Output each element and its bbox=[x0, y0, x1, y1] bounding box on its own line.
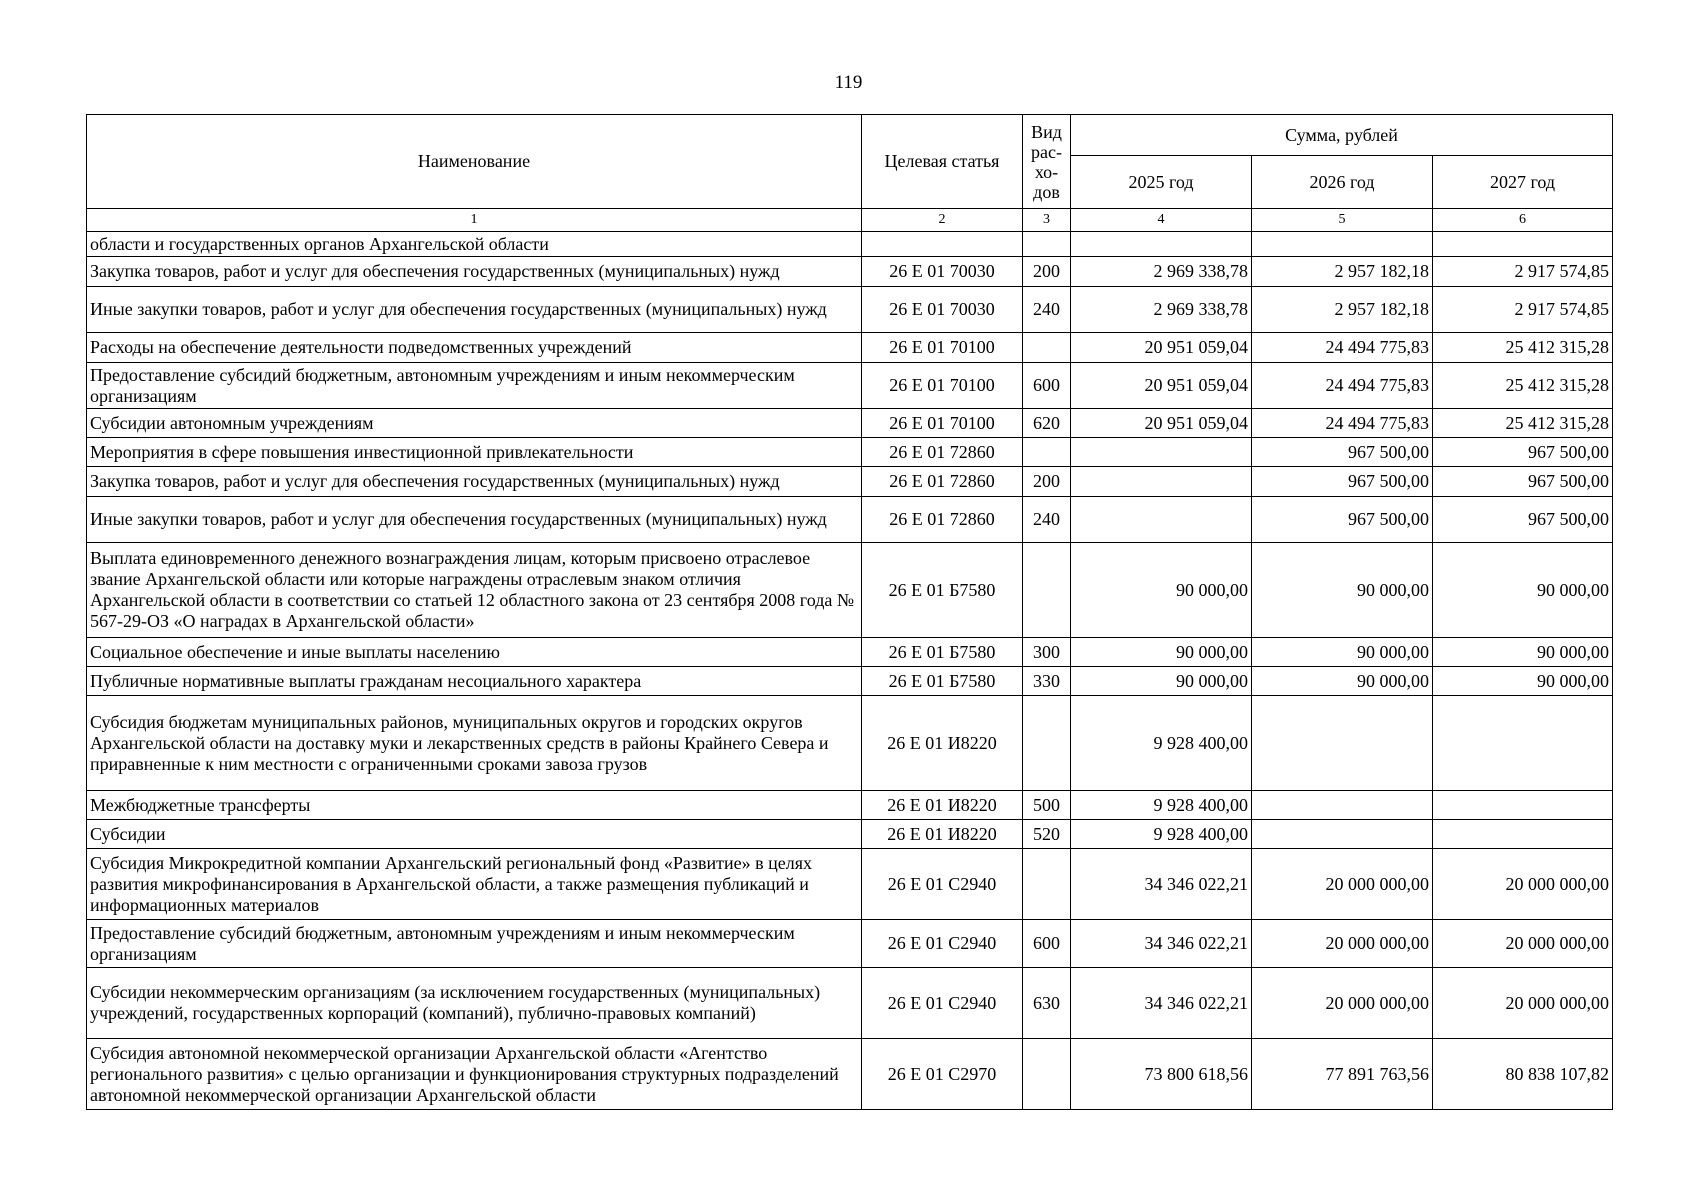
row-expense-kind: 200 bbox=[1023, 257, 1071, 287]
row-name: Закупка товаров, работ и услуг для обеспечения государственных (муниципальных) нужд bbox=[87, 467, 862, 497]
row-amount-2025: 9 928 400,00 bbox=[1071, 696, 1252, 791]
row-amount-2027 bbox=[1433, 696, 1613, 791]
row-amount-2026: 90 000,00 bbox=[1252, 638, 1433, 667]
row-amount-2027: 90 000,00 bbox=[1433, 638, 1613, 667]
row-amount-2026 bbox=[1252, 791, 1433, 820]
table-row bbox=[87, 287, 1613, 333]
row-expense-kind bbox=[1023, 438, 1071, 467]
row-amount-2026: 20 000 000,00 bbox=[1252, 849, 1433, 920]
header-name: Наименование bbox=[87, 115, 862, 209]
row-amount-2027: 20 000 000,00 bbox=[1433, 968, 1613, 1039]
row-amount-2025 bbox=[1071, 438, 1252, 467]
row-amount-2025: 34 346 022,21 bbox=[1071, 920, 1252, 968]
row-amount-2026: 24 494 775,83 bbox=[1252, 333, 1433, 363]
row-amount-2027: 80 838 107,82 bbox=[1433, 1039, 1613, 1110]
row-target-article: 26 Е 01 70030 bbox=[862, 257, 1023, 287]
page-number: 119 bbox=[834, 72, 863, 93]
row-amount-2026: 967 500,00 bbox=[1252, 438, 1433, 467]
row-amount-2025: 90 000,00 bbox=[1071, 667, 1252, 696]
row-expense-kind: 520 bbox=[1023, 820, 1071, 849]
row-amount-2026: 20 000 000,00 bbox=[1252, 920, 1433, 968]
column-number: 5 bbox=[1252, 209, 1433, 232]
table-row bbox=[87, 696, 1613, 791]
row-amount-2025: 34 346 022,21 bbox=[1071, 968, 1252, 1039]
row-target-article: 26 Е 01 70100 bbox=[862, 333, 1023, 363]
row-amount-2027 bbox=[1433, 820, 1613, 849]
row-expense-kind bbox=[1023, 849, 1071, 920]
row-name: Субсидии некоммерческим организациям (за исключением государственных (муниципальных) учреждений, государственных корпораций (компаний), публично-правовых компаний) bbox=[87, 968, 862, 1039]
row-expense-kind bbox=[1023, 696, 1071, 791]
table-row bbox=[87, 409, 1613, 438]
header-year-2026: 2026 год bbox=[1252, 156, 1433, 209]
row-target-article: 26 Е 01 72860 bbox=[862, 438, 1023, 467]
row-amount-2026: 90 000,00 bbox=[1252, 543, 1433, 638]
table-row bbox=[87, 257, 1613, 287]
row-name: Субсидия бюджетам муниципальных районов, муниципальных округов и городских округов Архангельской области на доставку муки и лекарственных средств в районы Крайнего Севера и приравненные к ним местности с ограниченными сроками завоза грузов bbox=[87, 696, 862, 791]
row-expense-kind bbox=[1023, 543, 1071, 638]
table-row bbox=[87, 968, 1613, 1039]
row-name: Мероприятия в сфере повышения инвестиционной привлекательности bbox=[87, 438, 862, 467]
column-number: 4 bbox=[1071, 209, 1252, 232]
row-amount-2027: 20 000 000,00 bbox=[1433, 849, 1613, 920]
column-number: 6 bbox=[1433, 209, 1613, 232]
row-target-article: 26 Е 01 70030 bbox=[862, 287, 1023, 333]
row-name: Закупка товаров, работ и услуг для обеспечения государственных (муниципальных) нужд bbox=[87, 257, 862, 287]
column-number: 1 bbox=[87, 209, 862, 232]
row-target-article: 26 Е 01 70100 bbox=[862, 363, 1023, 409]
row-amount-2025: 34 346 022,21 bbox=[1071, 849, 1252, 920]
row-amount-2025: 20 951 059,04 bbox=[1071, 333, 1252, 363]
row-expense-kind: 330 bbox=[1023, 667, 1071, 696]
row-name: Предоставление субсидий бюджетным, автономным учреждениям и иным некоммерческим организациям bbox=[87, 363, 862, 409]
row-expense-kind: 240 bbox=[1023, 287, 1071, 333]
row-expense-kind: 620 bbox=[1023, 409, 1071, 438]
header-target-article: Целевая статья bbox=[862, 115, 1023, 209]
table-row bbox=[87, 920, 1613, 968]
row-name: Субсидии bbox=[87, 820, 862, 849]
header-amount: Сумма, рублей bbox=[1071, 115, 1613, 156]
row-amount-2027: 25 412 315,28 bbox=[1433, 363, 1613, 409]
row-name: Выплата единовременного денежного вознаграждения лицам, которым присвоено отраслевое звание Архангельской области или которые награждены отраслевым знаком отличия Архангельской области в соответствии со статьей 12 областного закона от 23 сентября 2008 года № 567-29-ОЗ «О наградах в Архангельской области» bbox=[87, 543, 862, 638]
budget-table bbox=[86, 114, 1613, 1110]
row-target-article: 26 Е 01 И8220 bbox=[862, 791, 1023, 820]
row-expense-kind: 200 bbox=[1023, 467, 1071, 497]
row-amount-2025: 90 000,00 bbox=[1071, 638, 1252, 667]
table-row bbox=[87, 667, 1613, 696]
header-year-2025: 2025 год bbox=[1071, 156, 1252, 209]
row-name: Предоставление субсидий бюджетным, автономным учреждениям и иным некоммерческим организациям bbox=[87, 920, 862, 968]
row-amount-2026: 2 957 182,18 bbox=[1252, 287, 1433, 333]
row-amount-2025 bbox=[1071, 467, 1252, 497]
row-amount-2026: 967 500,00 bbox=[1252, 467, 1433, 497]
header-row bbox=[87, 115, 1613, 156]
row-target-article: 26 Е 01 72860 bbox=[862, 497, 1023, 543]
row-expense-kind: 600 bbox=[1023, 363, 1071, 409]
row-expense-kind bbox=[1023, 232, 1071, 257]
row-target-article: 26 Е 01 72860 bbox=[862, 467, 1023, 497]
row-amount-2026 bbox=[1252, 696, 1433, 791]
column-number: 2 bbox=[862, 209, 1023, 232]
row-amount-2025: 90 000,00 bbox=[1071, 543, 1252, 638]
row-expense-kind: 630 bbox=[1023, 968, 1071, 1039]
row-name: Межбюджетные трансферты bbox=[87, 791, 862, 820]
row-amount-2025: 2 969 338,78 bbox=[1071, 287, 1252, 333]
row-name: Субсидии автономным учреждениям bbox=[87, 409, 862, 438]
row-name: Иные закупки товаров, работ и услуг для обеспечения государственных (муниципальных) нужд bbox=[87, 287, 862, 333]
row-amount-2025 bbox=[1071, 232, 1252, 257]
row-amount-2026 bbox=[1252, 820, 1433, 849]
row-amount-2027: 967 500,00 bbox=[1433, 467, 1613, 497]
row-amount-2025: 20 951 059,04 bbox=[1071, 363, 1252, 409]
row-name: области и государственных органов Архангельской области bbox=[87, 232, 862, 257]
row-amount-2025 bbox=[1071, 497, 1252, 543]
row-amount-2026: 90 000,00 bbox=[1252, 667, 1433, 696]
row-expense-kind: 500 bbox=[1023, 791, 1071, 820]
row-amount-2027: 25 412 315,28 bbox=[1433, 333, 1613, 363]
row-amount-2026: 2 957 182,18 bbox=[1252, 257, 1433, 287]
row-amount-2026 bbox=[1252, 232, 1433, 257]
table-row bbox=[87, 497, 1613, 543]
row-amount-2026: 77 891 763,56 bbox=[1252, 1039, 1433, 1110]
table-row bbox=[87, 638, 1613, 667]
row-amount-2027: 25 412 315,28 bbox=[1433, 409, 1613, 438]
table-row bbox=[87, 820, 1613, 849]
row-amount-2025: 9 928 400,00 bbox=[1071, 820, 1252, 849]
row-target-article: 26 Е 01 С2940 bbox=[862, 968, 1023, 1039]
row-expense-kind: 600 bbox=[1023, 920, 1071, 968]
column-numbers-row bbox=[87, 209, 1613, 232]
row-target-article: 26 Е 01 С2940 bbox=[862, 920, 1023, 968]
row-amount-2027: 967 500,00 bbox=[1433, 438, 1613, 467]
header-year-2027: 2027 год bbox=[1433, 156, 1613, 209]
table-row bbox=[87, 232, 1613, 257]
row-target-article: 26 Е 01 И8220 bbox=[862, 820, 1023, 849]
table-row bbox=[87, 543, 1613, 638]
row-amount-2027 bbox=[1433, 791, 1613, 820]
row-amount-2025: 2 969 338,78 bbox=[1071, 257, 1252, 287]
row-amount-2027 bbox=[1433, 232, 1613, 257]
row-name: Публичные нормативные выплаты гражданам несоциального характера bbox=[87, 667, 862, 696]
row-target-article: 26 Е 01 С2970 bbox=[862, 1039, 1023, 1110]
table-row bbox=[87, 467, 1613, 497]
table-row bbox=[87, 333, 1613, 363]
row-name: Социальное обеспечение и иные выплаты населению bbox=[87, 638, 862, 667]
row-amount-2027: 90 000,00 bbox=[1433, 543, 1613, 638]
row-amount-2025: 9 928 400,00 bbox=[1071, 791, 1252, 820]
row-name: Расходы на обеспечение деятельности подведомственных учреждений bbox=[87, 333, 862, 363]
row-name: Субсидия автономной некоммерческой организации Архангельской области «Агентство регионального развития» с целью организации и функционирования структурных подразделений автономной некоммерческой организации Архангельской области bbox=[87, 1039, 862, 1110]
row-amount-2025: 20 951 059,04 bbox=[1071, 409, 1252, 438]
row-expense-kind bbox=[1023, 333, 1071, 363]
row-name: Субсидия Микрокредитной компании Архангельский региональный фонд «Развитие» в целях развития микрофинансирования в Архангельской области, а также размещения публикаций и информационных материалов bbox=[87, 849, 862, 920]
table-body bbox=[87, 232, 1613, 1110]
row-amount-2027: 2 917 574,85 bbox=[1433, 257, 1613, 287]
row-amount-2027: 967 500,00 bbox=[1433, 497, 1613, 543]
row-amount-2026: 24 494 775,83 bbox=[1252, 363, 1433, 409]
header-expense-kind: Вид рас-хо-дов bbox=[1023, 115, 1071, 209]
row-amount-2026: 24 494 775,83 bbox=[1252, 409, 1433, 438]
table-row bbox=[87, 1039, 1613, 1110]
row-target-article: 26 Е 01 Б7580 bbox=[862, 543, 1023, 638]
row-amount-2027: 2 917 574,85 bbox=[1433, 287, 1613, 333]
table-row bbox=[87, 363, 1613, 409]
row-amount-2025: 73 800 618,56 bbox=[1071, 1039, 1252, 1110]
row-target-article bbox=[862, 232, 1023, 257]
row-name: Иные закупки товаров, работ и услуг для обеспечения государственных (муниципальных) нужд bbox=[87, 497, 862, 543]
row-expense-kind: 240 bbox=[1023, 497, 1071, 543]
row-amount-2026: 20 000 000,00 bbox=[1252, 968, 1433, 1039]
row-expense-kind: 300 bbox=[1023, 638, 1071, 667]
row-amount-2027: 20 000 000,00 bbox=[1433, 920, 1613, 968]
row-target-article: 26 Е 01 Б7580 bbox=[862, 667, 1023, 696]
row-target-article: 26 Е 01 Б7580 bbox=[862, 638, 1023, 667]
row-target-article: 26 Е 01 С2940 bbox=[862, 849, 1023, 920]
table-row bbox=[87, 438, 1613, 467]
row-amount-2027: 90 000,00 bbox=[1433, 667, 1613, 696]
column-number: 3 bbox=[1023, 209, 1071, 232]
row-target-article: 26 Е 01 И8220 bbox=[862, 696, 1023, 791]
row-expense-kind bbox=[1023, 1039, 1071, 1110]
row-amount-2026: 967 500,00 bbox=[1252, 497, 1433, 543]
table-row bbox=[87, 791, 1613, 820]
row-target-article: 26 Е 01 70100 bbox=[862, 409, 1023, 438]
table-row bbox=[87, 849, 1613, 920]
